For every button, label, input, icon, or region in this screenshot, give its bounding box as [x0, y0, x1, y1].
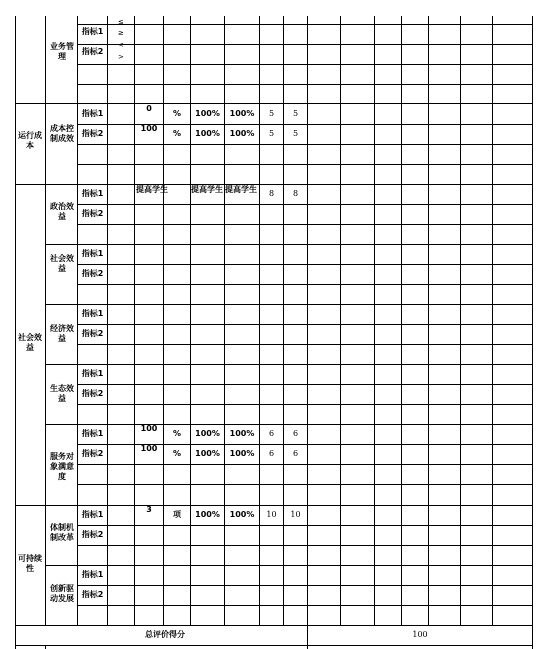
- section-yewu-guanli: 业务管理: [50, 42, 74, 61]
- grid-line: [492, 16, 493, 625]
- grid-line: [401, 16, 402, 625]
- satisfaction-1-unit: %: [172, 429, 181, 438]
- indicator-1: 指标1: [81, 27, 104, 36]
- indicator-1: 指标1: [81, 109, 104, 118]
- satisfaction-2-actual: 100%: [229, 449, 255, 458]
- indicator-2: 指标2: [81, 530, 104, 539]
- total-score-label: 总评价得分: [145, 630, 185, 639]
- indicator-1: 指标1: [81, 249, 104, 258]
- indicator-2: 指标2: [81, 209, 104, 218]
- political-1-target: 提高学生: [136, 185, 168, 194]
- indicator-2: 指标2: [81, 449, 104, 458]
- grid-line: [15, 625, 533, 626]
- satisfaction-1-target: 100: [140, 424, 158, 433]
- indicator-1: 指标1: [81, 570, 104, 579]
- symbol-ge: ≥: [118, 29, 124, 37]
- section-shehui-xiaoyi-sub: 社会效益: [50, 254, 74, 273]
- section-zhengzhi-xiaoyi: 政治效益: [50, 202, 74, 221]
- satisfaction-1-actual: 100%: [229, 429, 255, 438]
- cost-1-plan: 100%: [195, 109, 220, 118]
- grid-line: [15, 645, 533, 646]
- satisfaction-1-weight: 6: [268, 429, 275, 438]
- indicator-2: 指标2: [81, 47, 104, 56]
- grid-line: [77, 525, 533, 526]
- cost-2-target: 100: [140, 124, 158, 133]
- satisfaction-2-unit: %: [172, 449, 181, 458]
- grid-line: [77, 84, 533, 85]
- satisfaction-2-target: 100: [140, 444, 158, 453]
- grid-line: [460, 16, 461, 625]
- reform-1-unit: 项: [173, 510, 181, 519]
- satisfaction-2-score: 6: [292, 449, 299, 458]
- cost-1-unit: %: [172, 109, 181, 118]
- grid-line: [15, 16, 16, 649]
- grid-line: [77, 384, 533, 385]
- symbol-lt: <: [118, 41, 124, 49]
- grid-line: [45, 565, 533, 566]
- reform-1-weight: 10: [266, 510, 277, 519]
- grid-line: [77, 284, 533, 285]
- indicator-1: 指标1: [81, 510, 104, 519]
- grid-line: [374, 16, 375, 625]
- satisfaction-1-score: 6: [292, 429, 299, 438]
- cost-2-unit: %: [172, 129, 181, 138]
- cost-2-score: 5: [292, 129, 299, 138]
- indicator-2: 指标2: [81, 590, 104, 599]
- satisfaction-2-plan: 100%: [195, 449, 220, 458]
- cost-1-score: 5: [292, 109, 299, 118]
- section-kechixu: 可持续性: [18, 554, 42, 573]
- political-1-plan: 提高学生: [191, 185, 223, 194]
- grid-line: [77, 585, 533, 586]
- grid-line: [107, 16, 108, 625]
- indicator-2: 指标2: [81, 269, 104, 278]
- indicator-1: 指标1: [81, 429, 104, 438]
- grid-line: [428, 16, 429, 625]
- reform-1-target: 3: [146, 505, 152, 514]
- section-chuangxin-qudong: 创新驱动发展: [50, 584, 74, 603]
- satisfaction-2-weight: 6: [268, 449, 275, 458]
- cost-1-target: 0: [146, 104, 152, 113]
- grid-line: [77, 404, 533, 405]
- section-yunxing-chengben: 运行成本: [18, 131, 42, 150]
- grid-line: [77, 545, 533, 546]
- cost-2-actual: 100%: [229, 129, 255, 138]
- grid-line: [307, 16, 308, 649]
- grid-line: [77, 264, 533, 265]
- section-jingji-xiaoyi: 经济效益: [50, 324, 74, 343]
- symbol-gt: >: [118, 53, 124, 61]
- grid-line: [77, 344, 533, 345]
- grid-line: [77, 324, 533, 325]
- grid-line: [77, 24, 533, 25]
- grid-line: [77, 224, 533, 225]
- reform-1-actual: 100%: [229, 510, 255, 519]
- grid-line: [77, 144, 533, 145]
- indicator-1: 指标1: [81, 369, 104, 378]
- symbol-le: ≤: [118, 18, 124, 26]
- indicator-2: 指标2: [81, 389, 104, 398]
- indicator-1: 指标1: [81, 309, 104, 318]
- grid-line: [77, 464, 533, 465]
- section-shengtai-xiaoyi: 生态效益: [50, 384, 74, 403]
- cost-2-plan: 100%: [195, 129, 220, 138]
- grid-line: [532, 16, 533, 649]
- grid-line: [45, 16, 46, 625]
- section-fuwu-duixiang: 服务对象满意度: [50, 452, 74, 481]
- grid-line: [77, 204, 533, 205]
- cost-1-actual: 100%: [229, 109, 255, 118]
- indicator-2: 指标2: [81, 329, 104, 338]
- grid-line: [77, 484, 533, 485]
- section-tizhi-gaige: 体制机制改革: [50, 523, 74, 542]
- grid-line: [45, 304, 533, 305]
- grid-line: [340, 16, 341, 625]
- indicator-1: 指标1: [81, 189, 104, 198]
- grid-line: [45, 364, 533, 365]
- grid-line: [45, 244, 533, 245]
- cost-1-weight: 5: [268, 109, 275, 118]
- section-chengben-kongzhi: 成本控制成效: [50, 124, 74, 143]
- political-1-score: 8: [292, 189, 299, 198]
- grid-line: [77, 44, 533, 45]
- grid-line: [77, 64, 533, 65]
- political-1-weight: 8: [268, 189, 275, 198]
- indicator-2: 指标2: [81, 129, 104, 138]
- grid-line: [77, 605, 533, 606]
- reform-1-score: 10: [290, 510, 301, 519]
- section-shehui-xiaoyi: 社会效益: [18, 333, 42, 352]
- grid-line: [77, 164, 533, 165]
- reform-1-plan: 100%: [195, 510, 220, 519]
- cost-2-weight: 5: [268, 129, 275, 138]
- total-score-value: 100: [412, 630, 428, 639]
- political-1-actual: 提高学生: [225, 185, 257, 194]
- satisfaction-1-plan: 100%: [195, 429, 220, 438]
